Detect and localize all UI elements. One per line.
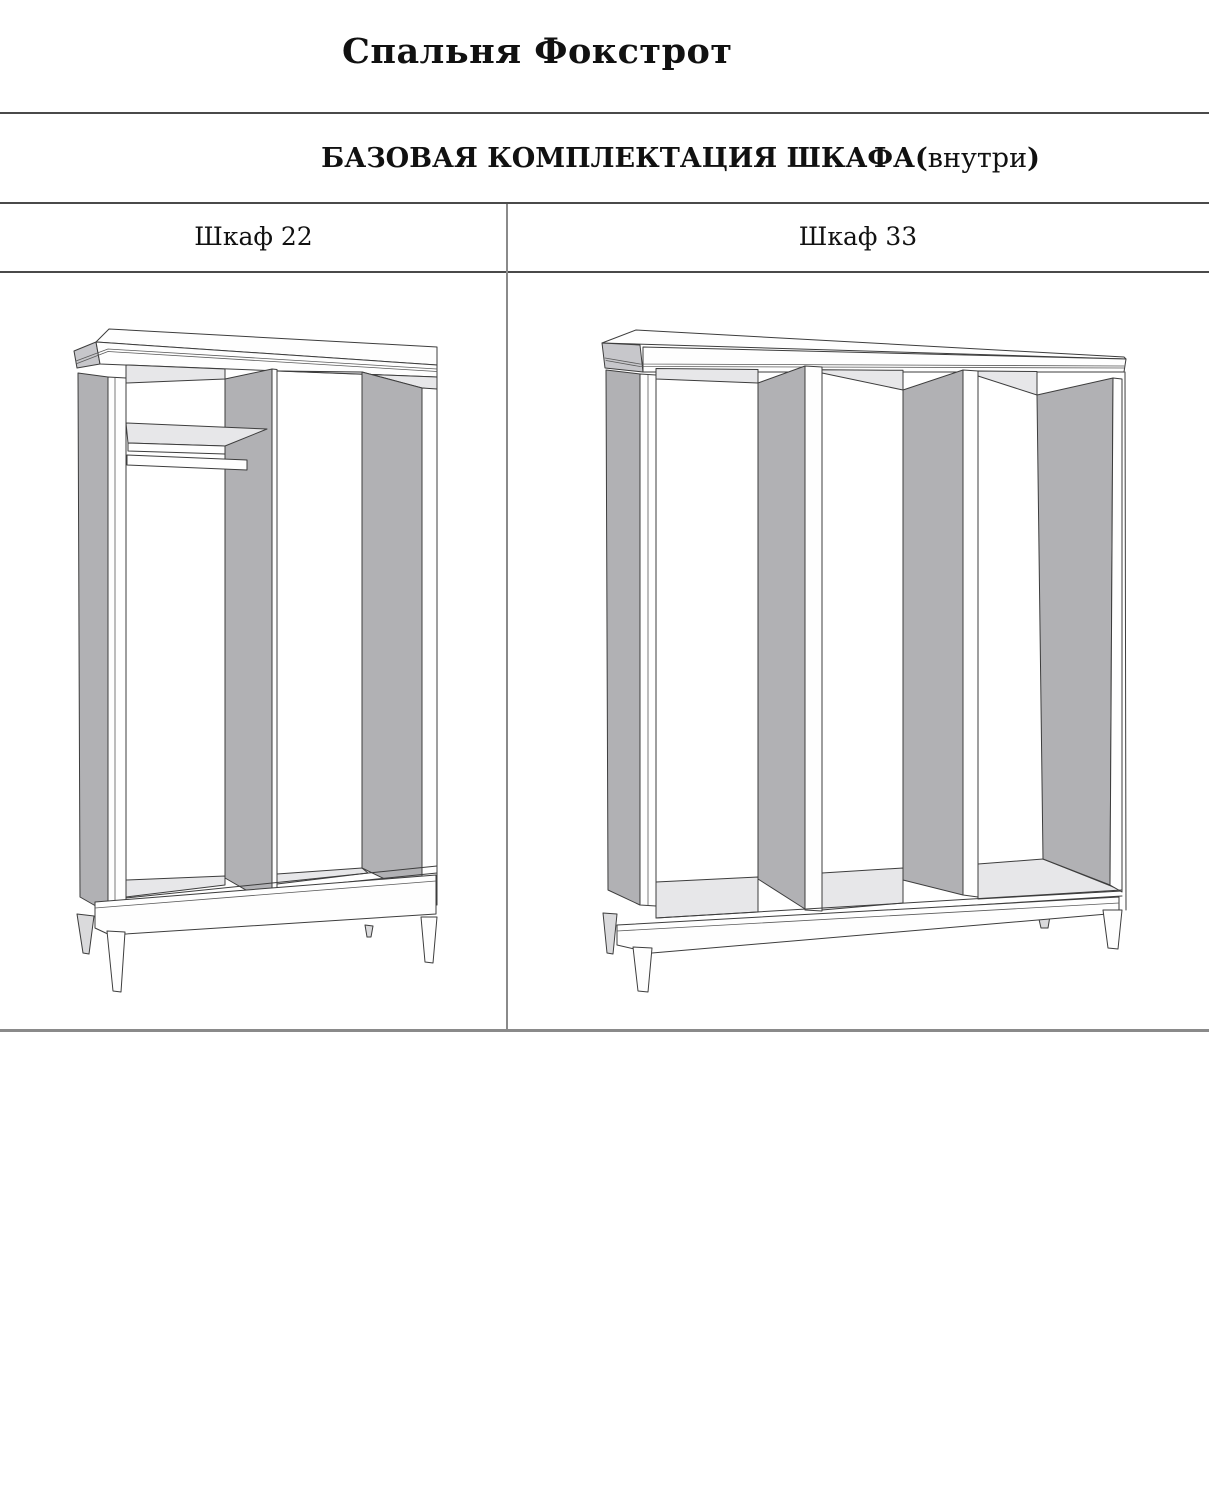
section-heading-bold-start: БАЗОВАЯ КОМПЛЕКТАЦИЯ ШКАФА(: [321, 143, 928, 174]
middle-divider: [225, 369, 277, 906]
wardrobe-22: [74, 329, 437, 992]
rear-right-leg: [365, 925, 373, 937]
table-bottom-line: [0, 1029, 1209, 1032]
divider-line-top: [0, 112, 1209, 114]
page-title: Спальня Фокстрот: [342, 31, 733, 72]
interior-ceiling: [822, 370, 903, 390]
front-left-leg: [107, 931, 125, 992]
wardrobe-33: [602, 330, 1126, 992]
rear-left-leg: [603, 913, 617, 954]
bottom-panel: [656, 877, 758, 918]
divider-1: [758, 366, 822, 911]
section-heading-regular: внутри: [927, 143, 1028, 174]
section-heading-bold-end: ): [1027, 143, 1040, 174]
rear-left-leg: [77, 914, 94, 954]
left-side-panel: [78, 373, 126, 914]
left-side-panel: [606, 370, 656, 906]
column-header-wardrobe-22: Шкаф 22: [194, 222, 313, 251]
right-side-panel: [362, 372, 437, 905]
front-right-leg: [421, 917, 437, 963]
wardrobe-33-drawing: [507, 273, 1209, 1029]
table-top-line: [0, 202, 1209, 204]
front-right-leg: [1103, 910, 1122, 949]
section-heading: [0, 143, 1209, 174]
interior-ceiling: [978, 371, 1037, 395]
front-left-leg: [633, 947, 652, 992]
column-header-wardrobe-33: Шкаф 33: [798, 222, 918, 251]
crown-top: [602, 330, 1126, 372]
wardrobe-22-drawing: [0, 273, 507, 1029]
right-side-panel: [1037, 372, 1126, 910]
divider-2: [903, 370, 978, 897]
interior-ceiling: [656, 369, 758, 384]
